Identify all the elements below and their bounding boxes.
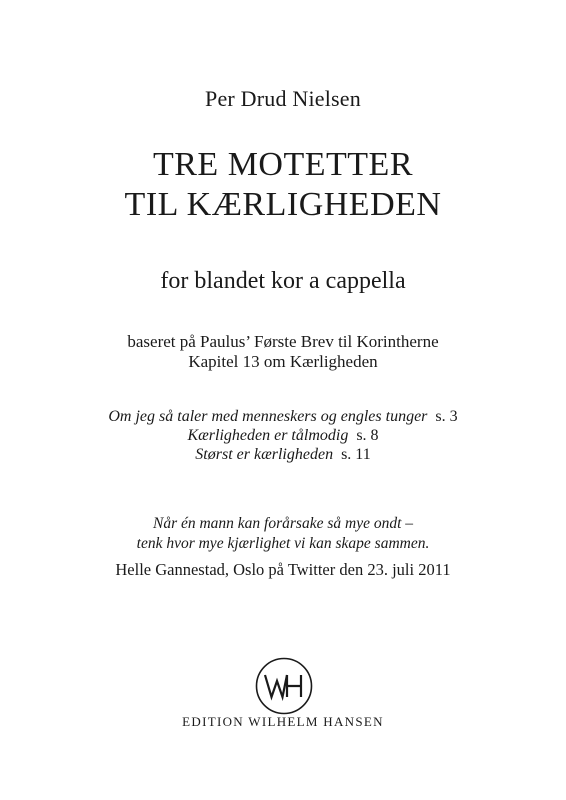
motet-page: s. 8 [356,427,379,444]
work-title-line-1: TRE MOTETTER [152,146,414,183]
motet-title: Kærligheden er tålmodig [187,427,349,444]
epigraph-line-2: tenk hvor mye kjærlighet vi kan skape sammen. [136,535,430,552]
motet-title: Størst er kærligheden [195,446,334,463]
contents-entry-1 [0,408,566,426]
epigraph-line-1: Når én mann kan forårsake så mye ondt – [152,515,414,532]
publisher-name: EDITION WILHELM HANSEN [182,714,384,729]
text-source-line-2: Kapitel 13 om Kærligheden [188,352,378,371]
wh-logo-icon [254,656,314,716]
composer-name: Per Drud Nielsen [205,86,361,111]
motet-title: Om jeg så taler med menneskers og engles tunger [108,408,428,425]
scoring-subtitle: for blandet kor a cappella [160,268,406,294]
publisher-logo [254,656,314,716]
epigraph-attribution: Helle Gannestad, Oslo på Twitter den 23. juli 2011 [115,560,451,579]
motet-page: s. 3 [435,408,458,425]
work-title-line-2: TIL KÆRLIGHEDEN [124,186,442,223]
motet-page: s. 11 [341,446,371,463]
contents-entry-2 [0,427,566,445]
contents-entry-3 [0,446,566,464]
text-source-line-1: baseret på Paulus’ Første Brev til Korintherne [127,332,439,351]
